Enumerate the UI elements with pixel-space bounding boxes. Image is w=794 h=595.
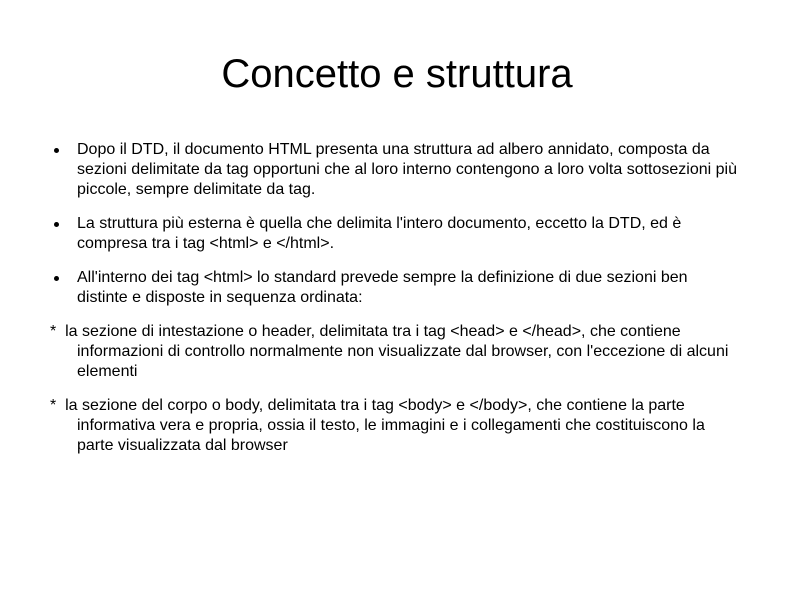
bullet-text: La struttura più esterna è quella che delimita l'intero documento, eccetto la DTD, ed è compresa tra i tag <html> e </html>. bbox=[77, 215, 682, 252]
bullet-dot-icon bbox=[54, 276, 59, 281]
bullet-item bbox=[50, 268, 740, 308]
bullet-text: Dopo il DTD, il documento HTML presenta una struttura ad albero annidato, composta da sezioni delimitate da tag opportuni che al loro interno contengono a loro volta sottosezioni più piccole, sempre delimitate da tag. bbox=[77, 141, 737, 198]
paragraph-text: la sezione di intestazione o header, delimitata tra i tag <head> e </head>, che contiene informazioni di controllo normalmente non visualizzate dal browser, con l'eccezione di alcuni elementi bbox=[65, 323, 729, 380]
bullet-item bbox=[50, 140, 740, 200]
paragraph-text: la sezione del corpo o body, delimitata tra i tag <body> e </body>, che contiene la parte informativa vera e propria, ossia il testo, le immagini e i collegamenti che costituiscono la parte visualizzata dal browser bbox=[65, 397, 705, 454]
asterisk-marker: * bbox=[50, 323, 61, 340]
slide-title: Concetto e struttura bbox=[221, 52, 573, 96]
slide-content bbox=[50, 140, 740, 470]
sub-paragraph-body bbox=[50, 396, 740, 456]
bullet-dot-icon bbox=[54, 148, 59, 153]
bullet-text: All'interno dei tag <html> lo standard prevede sempre la definizione di due sezioni ben distinte e disposte in sequenza ordinata: bbox=[77, 269, 688, 306]
asterisk-marker: * bbox=[50, 397, 61, 414]
bullet-dot-icon bbox=[54, 222, 59, 227]
bullet-item bbox=[50, 214, 740, 254]
sub-paragraph-head bbox=[50, 322, 740, 382]
